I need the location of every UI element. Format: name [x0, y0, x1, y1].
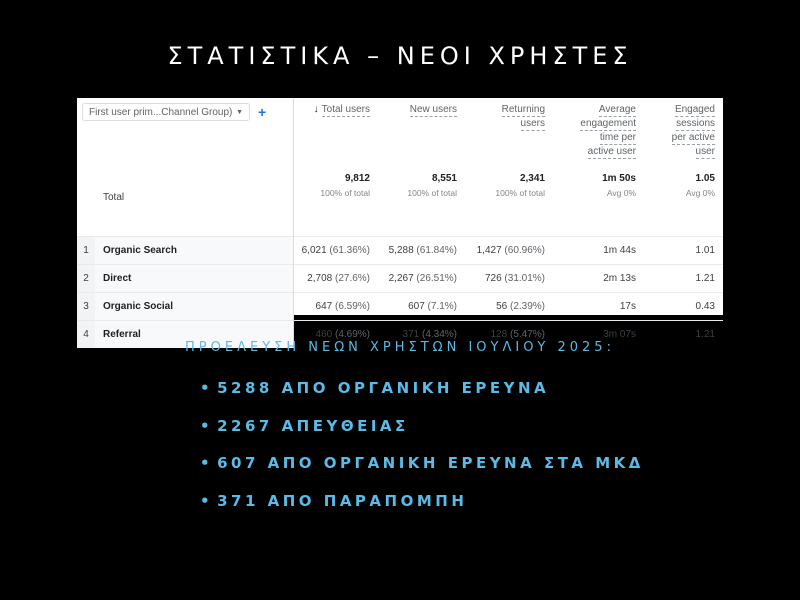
row-metric [465, 237, 553, 265]
header-label-line: New users [409, 104, 457, 115]
header-label-line: Engaged [674, 104, 715, 115]
metric-value: 56 [496, 301, 508, 312]
row-metric [553, 293, 644, 321]
metric-value: 1,427 [476, 245, 502, 256]
header-label-line: per active [671, 132, 715, 143]
total-label: Total [103, 192, 125, 203]
metric-value: 2m 13s [603, 273, 636, 284]
row-metric [293, 293, 378, 321]
header-label-line: users [520, 118, 545, 129]
total-value: 9,812 [344, 173, 370, 184]
metric-percent: (6.59%) [334, 301, 370, 312]
metric-value: 6,021 [301, 245, 327, 256]
metric-value: 3m 07s [603, 329, 636, 340]
row-channel[interactable]: Organic Social [95, 293, 293, 321]
analytics-table-panel [77, 98, 723, 340]
row-metric [644, 293, 723, 321]
metric-value: 5,288 [388, 245, 414, 256]
table-row[interactable] [77, 293, 723, 321]
row-number: 3 [77, 293, 95, 321]
row-metric [293, 237, 378, 265]
total-sub: 100% of total [495, 188, 545, 198]
header-label-line: engagement [580, 118, 636, 129]
header-total-users[interactable]: ↓ Total users [313, 104, 370, 115]
metric-percent: (4.34%) [421, 329, 457, 340]
total-value: 2,341 [519, 173, 545, 184]
row-number: 4 [77, 321, 95, 349]
total-sub: Avg 0% [606, 188, 636, 198]
header-label-line: user [695, 146, 715, 157]
row-number: 1 [77, 237, 95, 265]
row-metric [465, 293, 553, 321]
metric-percent: (26.51%) [416, 273, 457, 284]
total-sub: Avg 0% [685, 188, 715, 198]
summary-item: • 2267 ΑΠΕΥΘΕΙΑΣ [200, 408, 644, 446]
metric-value: 1.01 [695, 245, 715, 256]
header-label-line: time per [599, 132, 636, 143]
metric-value: 0.43 [695, 301, 715, 312]
metric-percent: (4.69%) [334, 329, 370, 340]
metric-value: 371 [402, 329, 420, 340]
table-row[interactable] [77, 265, 723, 293]
metric-value: 17s [619, 301, 636, 312]
row-metric [378, 293, 465, 321]
summary-item: • 371 ΑΠΟ ΠΑΡΑΠΟΜΠΗ [200, 483, 644, 521]
metric-percent: (27.6%) [334, 273, 370, 284]
metric-percent: (7.1%) [427, 301, 457, 312]
row-metric [553, 237, 644, 265]
metric-value: 726 [484, 273, 502, 284]
metric-percent: (5.47%) [509, 329, 545, 340]
summary-item: • 5288 ΑΠΟ ΟΡΓΑΝΙΚΗ ΕΡΕΥΝΑ [200, 370, 644, 408]
total-value: 1.05 [695, 173, 715, 184]
row-metric [644, 237, 723, 265]
metric-value: 460 [315, 329, 333, 340]
metric-value: 607 [408, 301, 425, 312]
header-label-line: sessions [676, 118, 715, 129]
total-row [77, 208, 723, 237]
summary-item: • 607 ΑΠΟ ΟΡΓΑΝΙΚΗ ΕΡΕΥΝΑ ΣΤΑ ΜΚΔ [200, 445, 644, 483]
analytics-table [77, 98, 723, 348]
row-metric [378, 265, 465, 293]
row-channel[interactable]: Direct [95, 265, 293, 293]
metric-value: 128 [490, 329, 508, 340]
summary-heading: ΠΡΟΕΛΕΥΣΗ ΝΕΩΝ ΧΡΗΣΤΩΝ ΙΟΥΛΙΟΥ 2025: [185, 340, 615, 355]
add-dimension-button[interactable]: + [258, 103, 267, 120]
row-channel[interactable]: Organic Search [95, 237, 293, 265]
row-number: 2 [77, 265, 95, 293]
table-row[interactable] [77, 237, 723, 265]
metric-value: 2,267 [388, 273, 414, 284]
dimension-label: First user prim...Channel Group) [89, 106, 233, 118]
metric-value: 647 [315, 301, 333, 312]
slide-title: ΣΤΑΤΙΣΤΙΚΑ – ΝΕΟΙ ΧΡΗΣΤΕΣ [167, 42, 633, 70]
metric-percent: (31.01%) [504, 273, 545, 284]
sort-down-icon: ↓ [313, 104, 319, 115]
metric-percent: (61.36%) [329, 245, 370, 256]
total-value: 8,551 [431, 173, 457, 184]
metric-value: 1.21 [695, 329, 715, 340]
metric-percent: (60.96%) [504, 245, 545, 256]
metric-value: 1.21 [695, 273, 715, 284]
total-value: 1m 50s [602, 173, 636, 184]
metric-value: 2,708 [307, 273, 333, 284]
row-metric [293, 265, 378, 293]
header-label-line: active user [587, 146, 636, 157]
total-sub: 100% of total [320, 188, 370, 198]
row-metric [465, 265, 553, 293]
metric-value: 1m 44s [603, 245, 636, 256]
header-label-line: Returning [501, 104, 545, 115]
row-metric [644, 265, 723, 293]
header-label-line: Average [598, 104, 636, 115]
summary-list [200, 370, 644, 520]
dimension-selector[interactable] [82, 103, 250, 121]
dropdown-arrow-icon: ▼ [236, 108, 243, 116]
metric-percent: (2.39%) [509, 301, 545, 312]
row-channel[interactable]: Referral [95, 321, 293, 349]
row-metric [378, 237, 465, 265]
row-metric [553, 265, 644, 293]
metric-percent: (61.84%) [416, 245, 457, 256]
total-sub: 100% of total [407, 188, 457, 198]
